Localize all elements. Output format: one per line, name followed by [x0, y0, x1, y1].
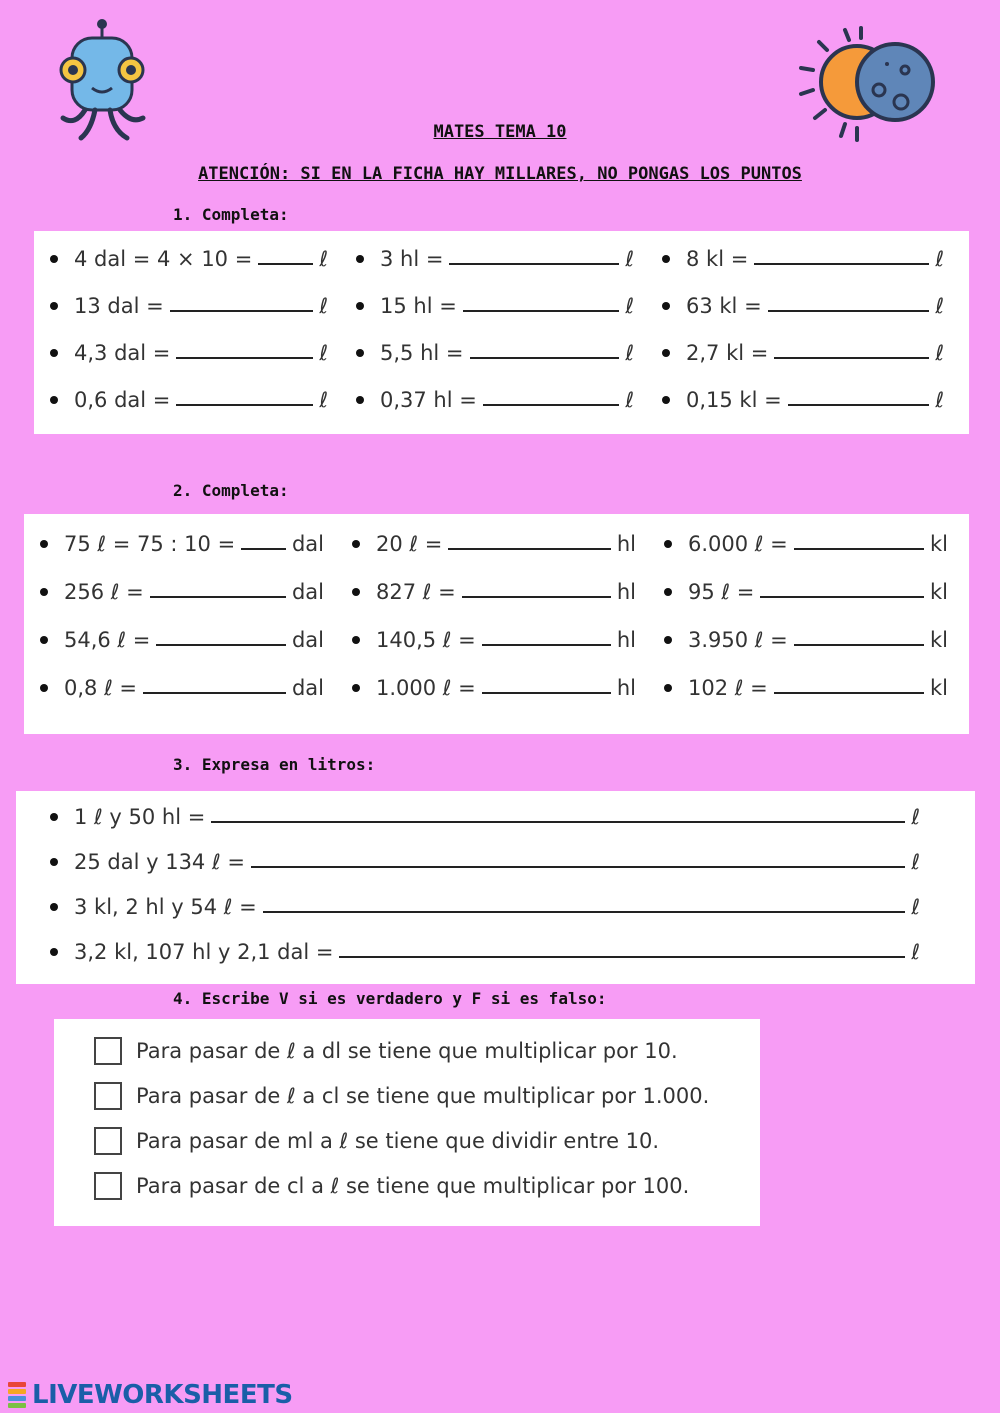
item-label: 54,6 ℓ = [64, 628, 151, 652]
answer-blank[interactable] [448, 548, 611, 550]
bullet-icon [356, 255, 364, 263]
answer-blank[interactable] [143, 692, 286, 694]
item-label: 140,5 ℓ = [376, 628, 476, 652]
liveworksheets-logo [8, 1380, 293, 1410]
warning-text: ATENCIÓN: SI EN LA FICHA HAY MILLARES, NO PONGAS LOS PUNTOS [198, 164, 802, 184]
exercise-item [662, 247, 944, 271]
item-label: 15 hl = [380, 294, 457, 318]
item-unit: ℓ [319, 294, 328, 318]
item-label: 1 ℓ y 50 hl = [74, 805, 206, 829]
item-label: 3 kl, 2 hl y 54 ℓ = [74, 895, 257, 919]
item-unit: ℓ [935, 294, 944, 318]
exercise-item [50, 247, 328, 271]
page-title: MATES TEMA 10 [433, 122, 567, 142]
item-label: 8 kl = [686, 247, 749, 271]
exercise-item [664, 628, 948, 652]
answer-checkbox[interactable] [94, 1172, 122, 1200]
exercise-item [50, 805, 920, 829]
answer-checkbox[interactable] [94, 1037, 122, 1065]
bullet-icon [40, 684, 48, 692]
answer-blank[interactable] [339, 956, 905, 958]
statement-text: Para pasar de ℓ a cl se tiene que multiplicar por 1.000. [136, 1084, 710, 1108]
exercise-item [50, 895, 920, 919]
bullet-icon [50, 396, 58, 404]
answer-blank[interactable] [449, 263, 619, 265]
item-unit: ℓ [625, 341, 634, 365]
item-label: 5,5 hl = [380, 341, 464, 365]
bullet-icon [50, 349, 58, 357]
item-unit: ℓ [319, 247, 328, 271]
answer-blank[interactable] [470, 357, 620, 359]
answer-blank[interactable] [170, 310, 314, 312]
answer-blank[interactable] [463, 310, 620, 312]
answer-blank[interactable] [176, 404, 313, 406]
item-label: 0,8 ℓ = [64, 676, 138, 700]
answer-blank[interactable] [788, 404, 930, 406]
bullet-icon [352, 684, 360, 692]
bullet-icon [664, 540, 672, 548]
exercise-item [662, 388, 944, 412]
item-unit: ℓ [911, 940, 920, 964]
item-label: 1.000 ℓ = [376, 676, 476, 700]
section4-panel [54, 1019, 760, 1226]
bullet-icon [662, 349, 670, 357]
exercise-item [352, 580, 636, 604]
item-unit: kl [930, 580, 948, 604]
answer-blank[interactable] [774, 692, 924, 694]
item-unit: ℓ [935, 341, 944, 365]
item-unit: dal [291, 628, 324, 652]
section3-heading: 3. Expresa en litros: [173, 755, 376, 774]
item-unit: hl [616, 580, 636, 604]
bullet-icon [356, 396, 364, 404]
answer-blank[interactable] [482, 644, 611, 646]
statement-text: Para pasar de cl a ℓ se tiene que multiplicar por 100. [136, 1174, 690, 1198]
item-unit: ℓ [935, 247, 944, 271]
item-unit: kl [930, 628, 948, 652]
bullet-icon [352, 588, 360, 596]
exercise-item [50, 940, 920, 964]
item-label: 25 dal y 134 ℓ = [74, 850, 245, 874]
item-unit: ℓ [319, 341, 328, 365]
bullet-icon [40, 588, 48, 596]
answer-blank[interactable] [483, 404, 619, 406]
item-unit: hl [616, 628, 636, 652]
bullet-icon [662, 255, 670, 263]
bullet-icon [50, 813, 58, 821]
bullet-icon [662, 396, 670, 404]
answer-blank[interactable] [263, 911, 906, 913]
true-false-item [94, 1082, 709, 1110]
exercise-item [664, 532, 948, 556]
bullet-icon [50, 302, 58, 310]
answer-blank[interactable] [176, 357, 313, 359]
exercise-item [50, 388, 328, 412]
bullet-icon [40, 540, 48, 548]
item-unit: ℓ [625, 388, 634, 412]
answer-blank[interactable] [211, 821, 905, 823]
exercise-item [50, 294, 328, 318]
footer-brand: LIVEWORKSHEETS [32, 1380, 293, 1410]
answer-blank[interactable] [156, 644, 286, 646]
item-label: 4,3 dal = [74, 341, 171, 365]
item-unit: ℓ [935, 388, 944, 412]
exercise-item [50, 341, 328, 365]
item-unit: ℓ [625, 247, 634, 271]
bullet-icon [664, 588, 672, 596]
item-unit: dal [291, 676, 324, 700]
bullet-icon [50, 255, 58, 263]
section1-heading: 1. Completa: [173, 205, 289, 224]
section2-panel [24, 514, 969, 734]
item-label: 63 kl = [686, 294, 762, 318]
answer-checkbox[interactable] [94, 1127, 122, 1155]
item-label: 3,2 kl, 107 hl y 2,1 dal = [74, 940, 334, 964]
item-label: 6.000 ℓ = [688, 532, 788, 556]
item-label: 75 ℓ = 75 : 10 = [64, 532, 236, 556]
exercise-item [356, 294, 634, 318]
item-label: 827 ℓ = [376, 580, 456, 604]
exercise-item [662, 294, 944, 318]
exercise-item [352, 628, 636, 652]
item-label: 0,15 kl = [686, 388, 782, 412]
item-unit: dal [291, 532, 324, 556]
item-unit: ℓ [911, 850, 920, 874]
statement-text: Para pasar de ml a ℓ se tiene que dividir entre 10. [136, 1129, 660, 1153]
item-unit: hl [616, 676, 636, 700]
statement-text: Para pasar de ℓ a dl se tiene que multiplicar por 10. [136, 1039, 678, 1063]
item-label: 2,7 kl = [686, 341, 769, 365]
exercise-item [50, 850, 920, 874]
bullet-icon [662, 302, 670, 310]
answer-blank[interactable] [150, 596, 286, 598]
bullet-icon [356, 349, 364, 357]
bullet-icon [356, 302, 364, 310]
item-unit: ℓ [911, 805, 920, 829]
exercise-item [356, 341, 634, 365]
bullet-icon [664, 684, 672, 692]
true-false-item [94, 1037, 678, 1065]
item-label: 102 ℓ = [688, 676, 768, 700]
bullet-icon [352, 540, 360, 548]
bullet-icon [50, 858, 58, 866]
answer-blank[interactable] [754, 263, 929, 265]
true-false-item [94, 1172, 689, 1200]
item-unit: ℓ [911, 895, 920, 919]
bullet-icon [50, 903, 58, 911]
item-unit: dal [291, 580, 324, 604]
answer-blank[interactable] [774, 357, 929, 359]
answer-blank[interactable] [462, 596, 611, 598]
answer-blank[interactable] [760, 596, 924, 598]
answer-blank[interactable] [241, 548, 286, 550]
exercise-item [40, 532, 324, 556]
item-unit: ℓ [319, 388, 328, 412]
item-label: 95 ℓ = [688, 580, 755, 604]
exercise-item [356, 247, 634, 271]
item-label: 3 hl = [380, 247, 444, 271]
item-label: 4 dal = 4 × 10 = [74, 247, 253, 271]
exercise-item [40, 580, 324, 604]
item-unit: ℓ [625, 294, 634, 318]
exercise-item [352, 532, 636, 556]
item-label: 3.950 ℓ = [688, 628, 788, 652]
answer-blank[interactable] [482, 692, 611, 694]
exercise-item [40, 628, 324, 652]
exercise-item [662, 341, 944, 365]
item-label: 0,37 hl = [380, 388, 477, 412]
section3-panel [16, 791, 975, 984]
section2-heading: 2. Completa: [173, 481, 289, 500]
item-unit: kl [930, 532, 948, 556]
item-label: 256 ℓ = [64, 580, 144, 604]
bullet-icon [664, 636, 672, 644]
answer-blank[interactable] [258, 263, 313, 265]
answer-blank[interactable] [768, 310, 930, 312]
section1-panel [34, 231, 969, 434]
answer-blank[interactable] [251, 866, 905, 868]
exercise-item [664, 580, 948, 604]
item-label: 13 dal = [74, 294, 164, 318]
bullet-icon [40, 636, 48, 644]
exercise-item [40, 676, 324, 700]
true-false-item [94, 1127, 659, 1155]
item-unit: kl [930, 676, 948, 700]
item-unit: hl [616, 532, 636, 556]
item-label: 20 ℓ = [376, 532, 443, 556]
exercise-item [356, 388, 634, 412]
section4-heading: 4. Escribe V si es verdadero y F si es falso: [173, 989, 607, 1008]
answer-checkbox[interactable] [94, 1082, 122, 1110]
item-label: 0,6 dal = [74, 388, 171, 412]
exercise-item [352, 676, 636, 700]
bullet-icon [50, 948, 58, 956]
answer-blank[interactable] [794, 644, 924, 646]
liveworksheets-icon [8, 1382, 26, 1408]
answer-blank[interactable] [794, 548, 924, 550]
bullet-icon [352, 636, 360, 644]
exercise-item [664, 676, 948, 700]
